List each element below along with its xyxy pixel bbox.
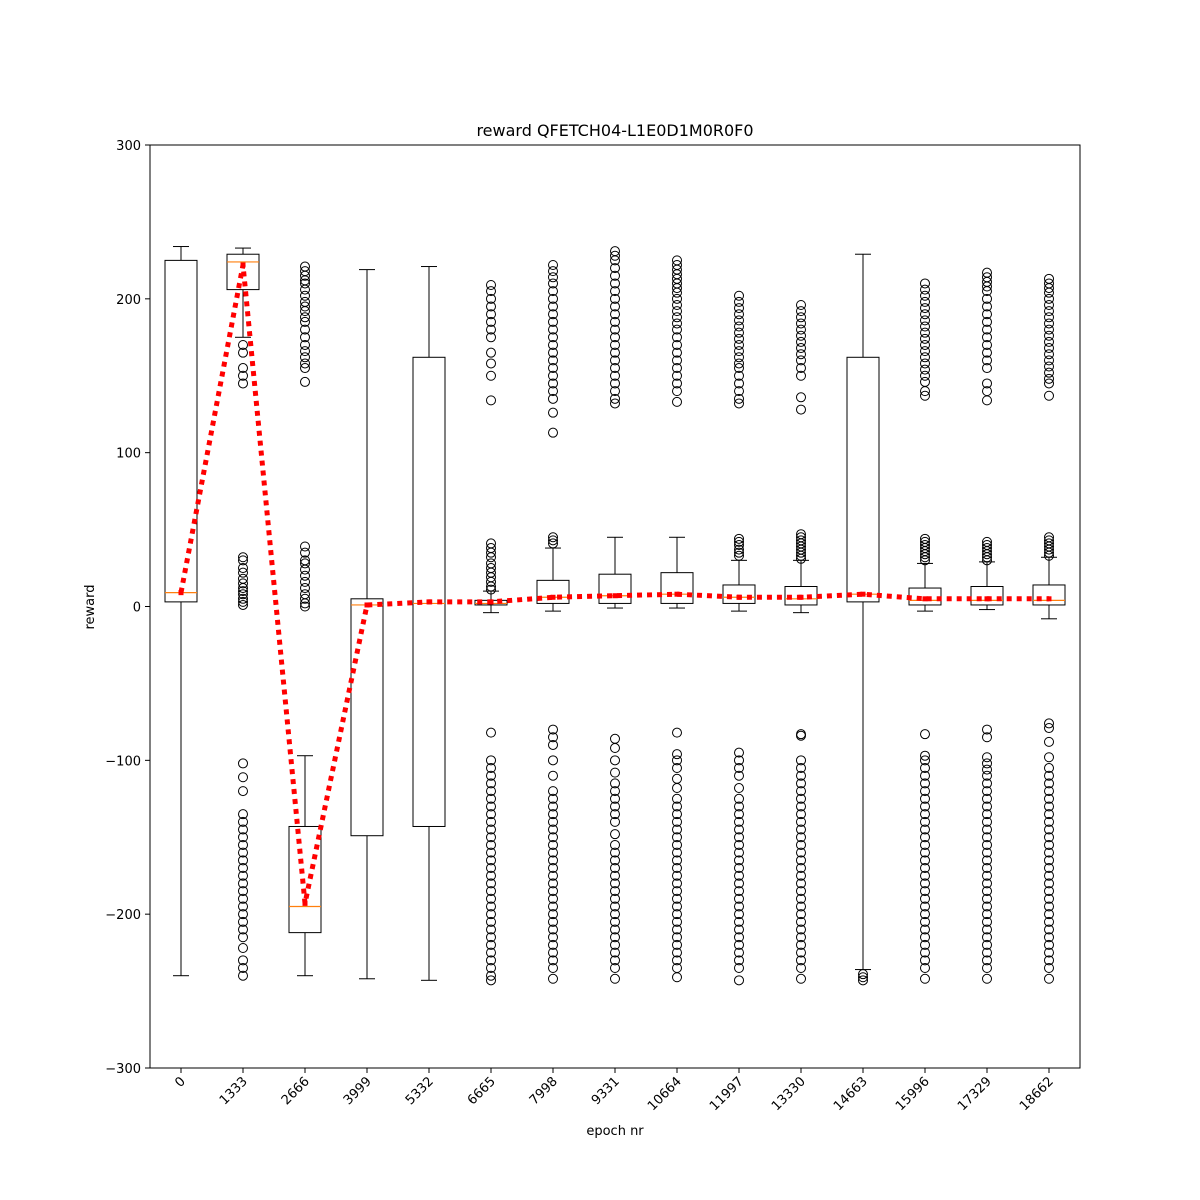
x-tick-label: 5332 (402, 1074, 437, 1109)
x-tick-label: 3999 (340, 1074, 375, 1109)
x-axis-label: epoch nr (586, 1124, 644, 1139)
mean-point (551, 595, 556, 600)
mean-point (737, 595, 742, 600)
y-tick-label: −100 (105, 754, 141, 770)
x-tick-label: 15996 (892, 1074, 933, 1115)
x-tick-label: 14663 (830, 1074, 871, 1115)
x-tick-label: 17329 (954, 1074, 995, 1115)
x-tick-label: 9331 (588, 1074, 623, 1109)
y-tick-label: −300 (105, 1062, 141, 1077)
mean-point (179, 590, 184, 595)
y-tick-label: 0 (132, 600, 141, 616)
x-tick-label: 11997 (706, 1074, 747, 1115)
x-tick-label: 7998 (526, 1074, 561, 1109)
mean-point (985, 596, 990, 601)
chart-title: reward QFETCH04-L1E0D1M0R0F0 (476, 121, 754, 140)
mean-point (923, 596, 928, 601)
mean-point (427, 599, 432, 604)
y-tick-label: 300 (116, 139, 141, 154)
x-tick-label: 2666 (278, 1074, 313, 1109)
mean-point (303, 901, 308, 906)
mean-point (861, 592, 866, 597)
x-tick-label: 13330 (768, 1074, 809, 1115)
mean-point (613, 593, 618, 598)
y-tick-label: −200 (105, 908, 141, 924)
mean-point (241, 262, 246, 267)
y-axis-label: reward (83, 584, 98, 630)
mean-point (799, 595, 804, 600)
mean-point (1047, 596, 1052, 601)
mean-point (675, 592, 680, 597)
mean-point (489, 599, 494, 604)
x-tick-label: 10664 (644, 1074, 685, 1115)
x-tick-label: 0 (172, 1074, 189, 1091)
y-tick-label: 200 (116, 292, 141, 308)
x-tick-label: 6665 (464, 1074, 499, 1109)
y-tick-label: 100 (116, 446, 141, 462)
mean-point (365, 602, 370, 607)
x-tick-label: 1333 (216, 1074, 251, 1109)
x-tick-label: 18662 (1016, 1074, 1057, 1115)
